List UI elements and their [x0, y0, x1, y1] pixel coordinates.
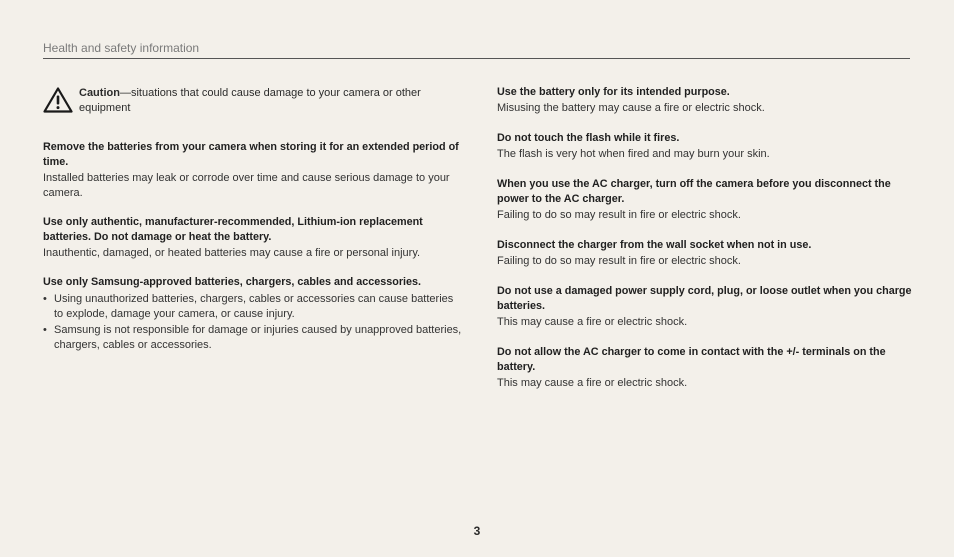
bullet-item: • Samsung is not responsible for damage or injuries caused by unapproved batteries, chargers, cables or accessories.: [43, 323, 463, 353]
safety-item-body: This may cause a fire or electric shock.: [497, 377, 688, 389]
caution-description: —situations that could cause damage to your camera or other equipment: [79, 87, 421, 114]
safety-item-title: Use the battery only for its intended purpose.: [497, 86, 730, 98]
caution-label: Caution: [79, 87, 120, 99]
safety-item: [497, 177, 917, 223]
bullet-list: [43, 292, 463, 353]
safety-item-title: Use only Samsung-approved batteries, chargers, cables and accessories.: [43, 276, 422, 288]
safety-item-title: Do not use a damaged power supply cord, plug, or loose outlet when you charge batteries.: [497, 285, 912, 312]
safety-item-body: Failing to do so may result in fire or electric shock.: [497, 209, 741, 221]
safety-item-body: Inauthentic, damaged, or heated batteries may cause a fire or personal injury.: [43, 247, 421, 259]
safety-item: [43, 215, 463, 261]
safety-item: [497, 131, 917, 162]
safety-item-body: Misusing the battery may cause a fire or electric shock.: [497, 102, 765, 114]
safety-item-title: Do not touch the flash while it fires.: [497, 132, 680, 144]
safety-item-title: When you use the AC charger, turn off the camera before you disconnect the power to the AC charger.: [497, 178, 891, 205]
right-column: [497, 85, 917, 406]
header-divider: [43, 58, 910, 59]
safety-item-body: Failing to do so may result in fire or electric shock.: [497, 255, 741, 267]
warning-triangle-icon: [43, 87, 73, 113]
safety-item: [497, 85, 917, 116]
safety-item-body: Installed batteries may leak or corrode over time and cause serious damage to your camera.: [43, 172, 450, 199]
safety-item-body: The flash is very hot when fired and may burn your skin.: [497, 148, 770, 160]
left-column: [43, 86, 463, 367]
safety-item-title: Remove the batteries from your camera when storing it for an extended period of time.: [43, 141, 459, 168]
safety-item-title: Use only authentic, manufacturer-recommended, Lithium-ion replacement batteries. Do not damage or heat the battery.: [43, 216, 423, 243]
safety-item: [43, 275, 463, 353]
safety-item: [497, 345, 917, 391]
caution-notice: [43, 86, 463, 116]
safety-item-title: Disconnect the charger from the wall socket when not in use.: [497, 239, 812, 251]
safety-item: [43, 140, 463, 201]
safety-item: [497, 284, 917, 330]
page-number: 3: [473, 524, 481, 538]
bullet-item: • Using unauthorized batteries, chargers, cables or accessories can cause batteries to explode, damage your camera, or cause injury.: [43, 292, 463, 322]
safety-item-body: This may cause a fire or electric shock.: [497, 316, 688, 328]
section-title: Health and safety information: [43, 41, 200, 55]
safety-item-title: Do not allow the AC charger to come in contact with the +/- terminals on the battery.: [497, 346, 886, 373]
safety-item: [497, 238, 917, 269]
caution-text: [79, 86, 463, 116]
